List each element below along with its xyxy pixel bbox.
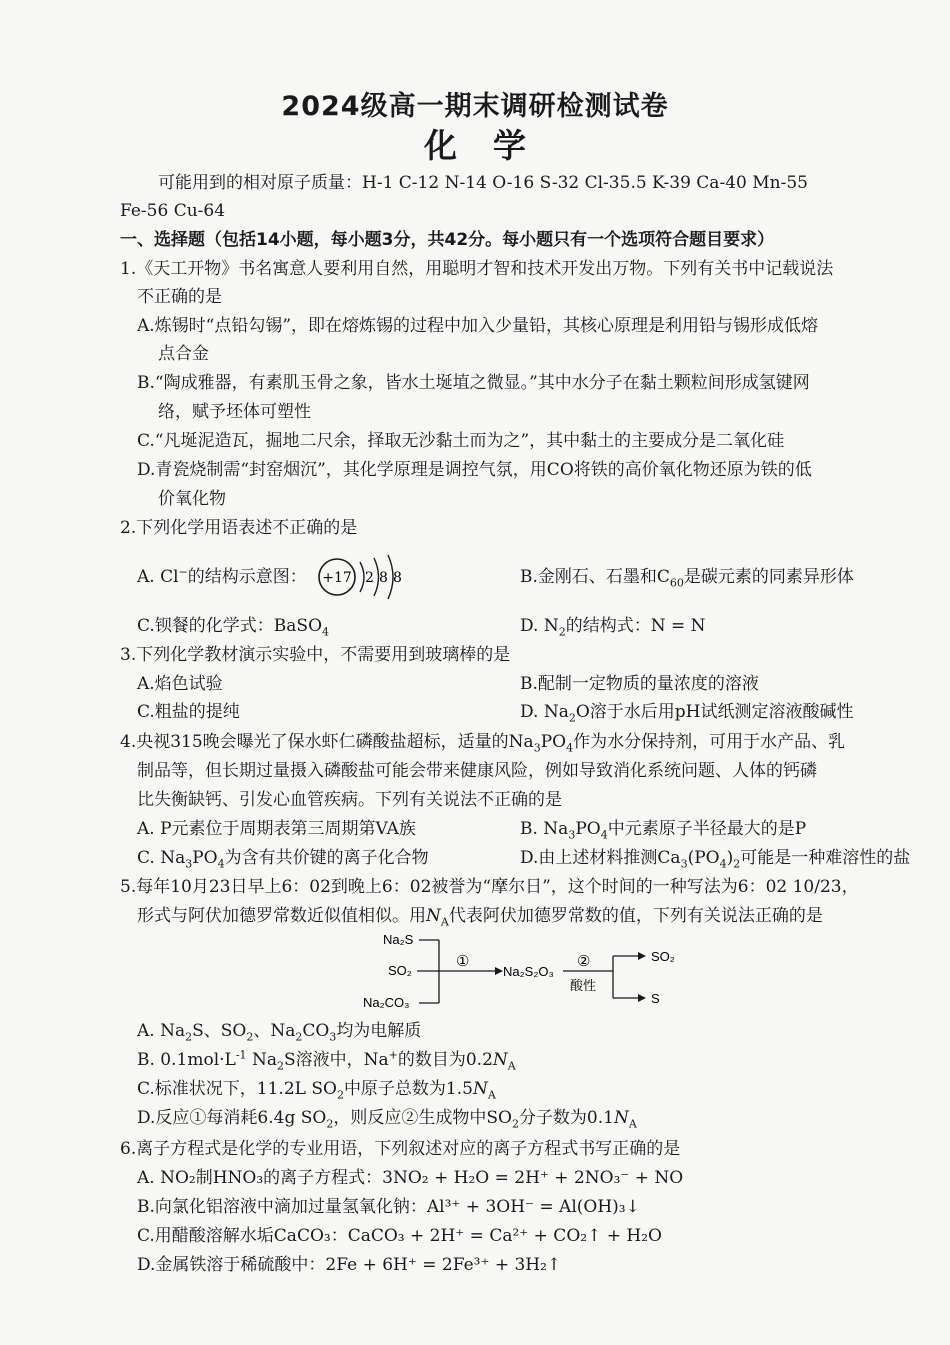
q5-d-nsub: A bbox=[628, 1117, 637, 1131]
q3-d-pre: D. Na bbox=[520, 702, 569, 722]
q5-a-s4: 3 bbox=[329, 1030, 337, 1044]
q2-option-b bbox=[520, 566, 854, 588]
condition-acidic: 酸性 bbox=[570, 978, 597, 993]
q3-option-c: C.粗盐的提纯 bbox=[137, 702, 240, 722]
q6-option-c: C.用醋酸溶解水垢CaCO₃：CaCO₃ + 2H⁺ = Ca²⁺ + CO₂↑ + H₂O bbox=[137, 1226, 662, 1246]
q4-d-sub1: 3 bbox=[680, 857, 688, 871]
q5-l2-n: N bbox=[426, 906, 441, 926]
reactant-na2co3: Na₂CO₃ bbox=[363, 995, 410, 1010]
q5-b-sup2: + bbox=[388, 1048, 398, 1062]
q4-d-mid2: ) bbox=[726, 848, 734, 868]
q1-option-b-line1: B.“陶成雅器，有素肌玉骨之象，皆水土埏埴之微显。”其中水分子在黏土颗粒间形成氢键网 bbox=[137, 373, 810, 393]
q5-a-m1: S、SO bbox=[192, 1021, 247, 1041]
chloride-ion-structure-diagram bbox=[310, 552, 460, 602]
q5-a-s3: 2 bbox=[295, 1030, 303, 1044]
q5-option-d bbox=[137, 1107, 637, 1129]
q2-b-post: 是碳元素的同素异形体 bbox=[683, 567, 854, 587]
atomic-masses-line1: 可能用到的相对原子质量：H-1 C-12 N-14 O-16 S-32 Cl-35.5 K-39 Ca-40 Mn-55 bbox=[158, 173, 808, 193]
reaction-arrow-1-head bbox=[495, 967, 503, 975]
q4-option-d bbox=[520, 847, 910, 869]
q4-stem-line2: 制品等，但长期过量摄入磷酸盐可能会带来健康风险，例如导致消化系统问题、人体的钙磷 bbox=[137, 761, 817, 781]
step-2-label: ② bbox=[577, 953, 591, 970]
section-heading: 一、选择题（包括14小题，每小题3分，共42分。每小题只有一个选项符合题目要求） bbox=[120, 230, 775, 250]
q5-option-a bbox=[137, 1020, 421, 1042]
product-so2: SO₂ bbox=[651, 949, 675, 964]
shell-electrons-1: 2 bbox=[365, 570, 374, 586]
q4-c-pre: C. Na bbox=[137, 848, 186, 868]
shell-electrons-2: 8 bbox=[379, 570, 388, 586]
q4-l1-sub1: 3 bbox=[533, 741, 541, 755]
product-s: S bbox=[651, 991, 660, 1006]
product-arrow-2-head bbox=[638, 994, 646, 1002]
q4-l1-sub2: 4 bbox=[566, 741, 574, 755]
q2-d-pre: D. N bbox=[520, 616, 559, 636]
q5-a-m2: 、Na bbox=[253, 1021, 296, 1041]
q5-stem-line2 bbox=[137, 905, 823, 927]
q4-d-sub2: 4 bbox=[719, 857, 727, 871]
q5-d-pre: D.反应①每消耗6.4g SO bbox=[137, 1108, 327, 1128]
q4-c-sub1: 3 bbox=[185, 857, 193, 871]
q4-b-post: 中元素原子半径最大的是P bbox=[607, 819, 807, 839]
q2-c-pre: C.钡餐的化学式：BaSO bbox=[137, 616, 323, 636]
q4-c-sub2: 4 bbox=[217, 857, 225, 871]
q5-option-c bbox=[137, 1078, 496, 1100]
q2-d-sub: 2 bbox=[558, 625, 566, 639]
product-arrow-1-head bbox=[638, 952, 646, 960]
q2-c-sub: 4 bbox=[322, 625, 330, 639]
q2-d-post: 的结构式：N = N bbox=[565, 616, 706, 636]
q5-c-s1: 2 bbox=[336, 1088, 344, 1102]
q5-b-n: N bbox=[492, 1050, 508, 1070]
q4-c-mid: PO bbox=[192, 848, 218, 868]
q2-a-suffix: 的结构示意图： bbox=[187, 567, 307, 587]
q5-b-sup: -1 bbox=[235, 1048, 247, 1062]
q1-option-a-line1: A.炼锡时“点铅勾锡”，即在熔炼锡的过程中加入少量铅，其核心原理是利用铅与锡形成低熔 bbox=[137, 316, 819, 336]
q3-option-b: B.配制一定物质的量浓度的溶液 bbox=[520, 674, 759, 694]
q4-c-post: 为含有共价键的离子化合物 bbox=[224, 848, 429, 868]
reactant-na2s: Na₂S bbox=[383, 932, 414, 947]
q3-option-d bbox=[520, 701, 854, 723]
q3-d-post: O溶于水后用pH试纸测定溶液酸碱性 bbox=[575, 702, 854, 722]
q5-b-m2: S溶液中，Na bbox=[283, 1050, 389, 1070]
q5-l2-post: 代表阿伏加德罗常数的值，下列有关说法正确的是 bbox=[448, 906, 823, 926]
q5-d-s2: 2 bbox=[511, 1117, 519, 1131]
q4-l1-mid: PO bbox=[540, 732, 567, 752]
q4-b-mid: PO bbox=[575, 819, 601, 839]
q2-a-prefix: A. Cl bbox=[137, 567, 179, 587]
q6-option-b: B.向氯化铝溶液中滴加过量氢氧化钠：Al³⁺ + 3OH⁻ = Al(OH)₃↓ bbox=[137, 1197, 640, 1217]
q4-option-b bbox=[520, 818, 806, 840]
q5-d-s1: 2 bbox=[326, 1117, 334, 1131]
q6-stem: 6.离子方程式是化学的专业用语，下列叙述对应的离子方程式书写正确的是 bbox=[120, 1139, 681, 1159]
q4-option-c bbox=[137, 847, 429, 869]
q2-option-a bbox=[137, 566, 307, 588]
q5-d-n: N bbox=[613, 1108, 629, 1128]
q5-stem-line1: 5.每年10月23日早上6：02到晚上6：02被誉为“摩尔日”，这个时间的一种写法为6：02 10/23， bbox=[120, 877, 859, 897]
q5-b-m3: 的数目为0.2 bbox=[397, 1050, 493, 1070]
q2-option-d bbox=[520, 615, 706, 637]
atomic-masses-line2: Fe-56 Cu-64 bbox=[120, 201, 226, 221]
q4-d-mid: (PO bbox=[687, 848, 720, 868]
q1-stem-line2: 不正确的是 bbox=[137, 287, 222, 307]
shell-electrons-3: 8 bbox=[393, 570, 402, 586]
q1-option-d-line1: D.青瓷烧制需“封窑烟沉”，其化学原理是调控气氛，用CO将铁的高价氧化物还原为铁的低 bbox=[137, 460, 812, 480]
q4-l1-post: 作为水分保持剂，可用于水产品、乳 bbox=[573, 732, 846, 752]
q5-d-mid: ，则反应②生成物中SO bbox=[333, 1108, 512, 1128]
q4-d-post: 可能是一种难溶性的盐 bbox=[740, 848, 911, 868]
q4-stem-line1 bbox=[120, 731, 845, 753]
q5-b-m1: Na bbox=[246, 1050, 277, 1070]
intermediate-na2s2o3: Na₂S₂O₃ bbox=[503, 964, 554, 979]
q4-b-sub2: 4 bbox=[600, 828, 608, 842]
q1-stem-line1: 1.《天工开物》书名寓意人要利用自然，用聪明才智和技术开发出万物。下列有关书中记载说法 bbox=[120, 259, 834, 279]
q6-option-a: A. NO₂制HNO₃的离子方程式：3NO₂ + H₂O = 2H⁺ + 2NO₃⁻ + NO bbox=[137, 1168, 684, 1188]
q5-b-pre: B. 0.1mol·L bbox=[137, 1050, 236, 1070]
q5-option-b bbox=[137, 1049, 516, 1071]
q5-a-post: 均为电解质 bbox=[336, 1021, 422, 1041]
q1-option-c: C.“凡埏泥造瓦，掘地二尺余，择取无沙黏土而为之”，其中黏土的主要成分是二氧化硅 bbox=[137, 431, 785, 451]
nucleus-charge: +17 bbox=[322, 570, 352, 586]
q2-option-c bbox=[137, 615, 329, 637]
q5-l2-nsub: A bbox=[440, 915, 449, 929]
q1-option-d-line2: 价氧化物 bbox=[158, 489, 226, 509]
q3-d-sub: 2 bbox=[568, 711, 576, 725]
q5-c-n: N bbox=[472, 1079, 488, 1099]
electron-shell-2 bbox=[374, 558, 379, 596]
q5-a-pre: A. Na bbox=[137, 1021, 186, 1041]
q4-option-a: A. P元素位于周期表第三周期第VA族 bbox=[137, 819, 416, 839]
q5-d-mid2: 分子数为0.1 bbox=[518, 1108, 614, 1128]
q4-d-pre: D.由上述材料推测Ca bbox=[520, 848, 681, 868]
q5-c-pre: C.标准状况下，11.2L SO bbox=[137, 1079, 337, 1099]
reaction-scheme-diagram bbox=[355, 928, 695, 1012]
q4-d-sub3: 2 bbox=[733, 857, 741, 871]
q2-b-sub: 60 bbox=[669, 576, 684, 590]
q6-option-d: D.金属铁溶于稀硫酸中：2Fe + 6H⁺ = 2Fe³⁺ + 3H₂↑ bbox=[137, 1255, 562, 1275]
electron-shell-1 bbox=[360, 562, 364, 592]
q5-a-m3: CO bbox=[302, 1021, 330, 1041]
exam-subject: 化学 bbox=[424, 126, 562, 165]
q3-stem: 3.下列化学教材演示实验中，不需要用到玻璃棒的是 bbox=[120, 645, 511, 665]
q5-a-s1: 2 bbox=[185, 1030, 193, 1044]
q5-l2-pre: 形式与阿伏加德罗常数近似值相似。用 bbox=[137, 906, 426, 926]
q1-option-a-line2: 点合金 bbox=[158, 344, 209, 364]
q3-option-a: A.焰色试验 bbox=[137, 674, 223, 694]
q2-stem: 2.下列化学用语表述不正确的是 bbox=[120, 518, 358, 538]
step-1-label: ① bbox=[456, 953, 470, 970]
exam-title: 2024级高一期末调研检测试卷 bbox=[281, 91, 669, 122]
q4-stem-line3: 比失衡缺钙、引发心血管疾病。下列有关说法不正确的是 bbox=[137, 790, 562, 810]
q1-option-b-line2: 络，赋予坯体可塑性 bbox=[158, 402, 311, 422]
q5-a-s2: 2 bbox=[246, 1030, 254, 1044]
q5-b-nsub: A bbox=[507, 1059, 516, 1073]
q4-l1-pre: 4.央视315晚会曝光了保水虾仁磷酸盐超标，适量的Na bbox=[120, 732, 534, 752]
reactant-so2: SO₂ bbox=[388, 963, 412, 978]
q5-c-mid: 中原子总数为1.5 bbox=[343, 1079, 473, 1099]
q2-a-charge: − bbox=[178, 565, 188, 579]
q5-b-s1: 2 bbox=[276, 1059, 284, 1073]
q4-b-pre: B. Na bbox=[520, 819, 569, 839]
q5-c-nsub: A bbox=[487, 1088, 496, 1102]
q4-b-sub1: 3 bbox=[568, 828, 576, 842]
q2-b-pre: B.金刚石、石墨和C bbox=[520, 567, 670, 587]
